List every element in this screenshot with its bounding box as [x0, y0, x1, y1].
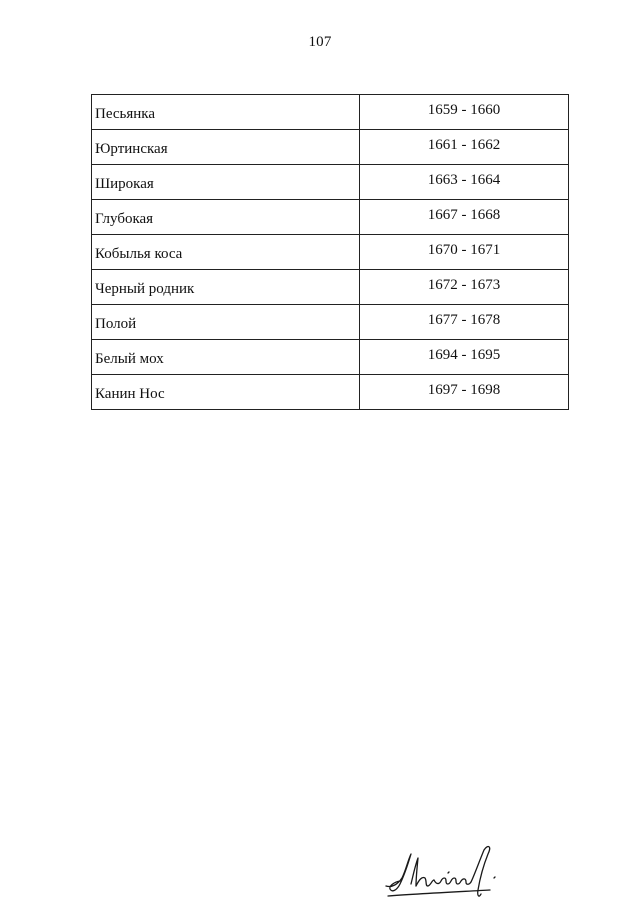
table-row [92, 235, 569, 270]
table-row [92, 130, 569, 165]
name-cell: Черный родник [92, 270, 360, 305]
years-cell: 1670 - 1671 [360, 235, 569, 270]
table-row [92, 375, 569, 410]
name-cell: Полой [92, 305, 360, 340]
name-cell: Широкая [92, 165, 360, 200]
years-cell: 1663 - 1664 [360, 165, 569, 200]
years-cell: 1672 - 1673 [360, 270, 569, 305]
name-cell: Глубокая [92, 200, 360, 235]
handwritten-signature [384, 840, 514, 902]
name-cell: Юртинская [92, 130, 360, 165]
table-row [92, 340, 569, 375]
years-cell: 1694 - 1695 [360, 340, 569, 375]
table-row [92, 165, 569, 200]
table-row [92, 95, 569, 130]
name-cell: Канин Нос [92, 375, 360, 410]
table-row [92, 200, 569, 235]
table-row [92, 270, 569, 305]
name-cell: Песьянка [92, 95, 360, 130]
name-cell: Белый мох [92, 340, 360, 375]
years-cell: 1697 - 1698 [360, 375, 569, 410]
table-row [92, 305, 569, 340]
table-body [92, 95, 569, 410]
years-cell: 1677 - 1678 [360, 305, 569, 340]
years-cell: 1667 - 1668 [360, 200, 569, 235]
data-table [91, 94, 569, 410]
name-cell: Кобылья коса [92, 235, 360, 270]
years-cell: 1659 - 1660 [360, 95, 569, 130]
years-cell: 1661 - 1662 [360, 130, 569, 165]
page-number: 107 [308, 34, 332, 50]
